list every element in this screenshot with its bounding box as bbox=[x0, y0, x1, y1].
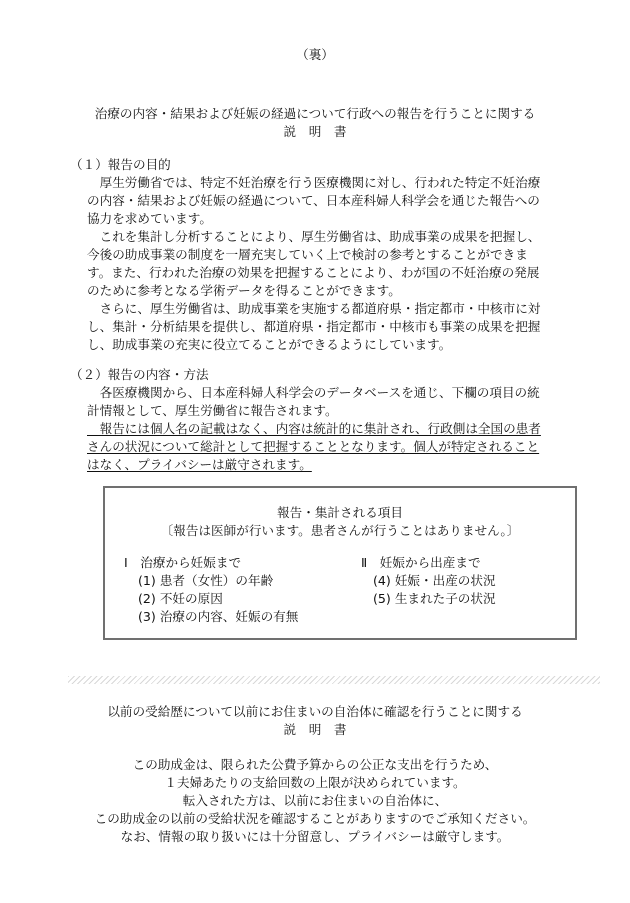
doc2-title: 以前の受給歴について以前にお住まいの自治体に確認を行うことに関する bbox=[107, 704, 523, 719]
section-divider bbox=[68, 676, 600, 684]
box-right-heading: Ⅱ 妊娠から出産まで bbox=[361, 555, 481, 570]
doc2-line: １夫婦あたりの支給回数の上限が決められています。 bbox=[164, 775, 466, 790]
section2-line: 各医療機関から、日本産科婦人科学会のデータベースを通じ、下欄の項目の統 bbox=[87, 385, 540, 400]
section2-heading: （２）報告の内容・方法 bbox=[70, 367, 209, 382]
box-right-item: (4) 妊娠・出産の状況 bbox=[373, 573, 496, 588]
box-right-item: (5) 生まれた子の状況 bbox=[373, 591, 496, 606]
doc1-title: 治療の内容・結果および妊娠の経過について行政への報告を行うことに関する bbox=[94, 106, 536, 121]
section2-underlined-line: さんの状況について総計として把握することとなります。個人が特定されること bbox=[87, 439, 540, 454]
report-items-box bbox=[103, 486, 577, 640]
doc2-line: この助成金の以前の受給状況を確認することがありますのでご承知ください。 bbox=[94, 811, 536, 826]
section1-line: の内容・結果および妊娠の経過について、日本産科婦人科学会を通じた報告への bbox=[87, 193, 540, 208]
box-left-heading: Ⅰ 治療から妊娠まで bbox=[124, 555, 242, 570]
section1-line: し、助成事業の充実に役立てることができるようにしています。 bbox=[87, 337, 452, 352]
doc2-line: この助成金は、限られた公費予算からの公正な支出を行うため、 bbox=[132, 757, 498, 772]
section1-line: し、集計・分析結果を提供し、都道府県・指定都市・中核市も事業の成果を把握 bbox=[87, 319, 541, 334]
page-label: （裏） bbox=[296, 47, 334, 62]
section1-line: 今後の助成事業の制度を一層充実していく上で検討の参考とすることができま bbox=[87, 247, 528, 262]
section1-line: す。また、行われた治療の効果を把握することにより、わが国の不妊治療の発展 bbox=[87, 265, 540, 280]
box-left-item: (1) 患者（女性）の年齢 bbox=[138, 573, 274, 588]
box-left-item: (3) 治療の内容、妊娠の有無 bbox=[138, 609, 299, 624]
section2-underlined-line: 報告には個人名の記載はなく、内容は統計的に集計され、行政側は全国の患者 bbox=[87, 421, 541, 436]
section1-line: 厚生労働省では、特定不妊治療を行う医療機関に対し、行われた特定不妊治療 bbox=[87, 175, 541, 190]
section1-line: これを集計し分析することにより、厚生労働省は、助成事業の成果を把握し、 bbox=[87, 229, 541, 244]
section1-line: さらに、厚生労働省は、助成事業を実施する都道府県・指定都市・中核市に対 bbox=[87, 301, 541, 316]
doc2-line: 転入された方は、以前にお住まいの自治体に、 bbox=[182, 793, 448, 808]
section1-line: のために参考となる学術データを得ることができます。 bbox=[87, 283, 401, 298]
section1-heading: （１）報告の目的 bbox=[70, 157, 171, 172]
doc2-line: なお、情報の取り扱いには十分留意し、プライバシーは厳守します。 bbox=[120, 829, 510, 844]
section1-line: 協力を求めています。 bbox=[87, 211, 212, 226]
box-left-item: (2) 不妊の原因 bbox=[138, 591, 223, 606]
box-title: 報告・集計される項目 bbox=[277, 505, 403, 520]
section2-line: 計情報として、厚生労働省に報告されます。 bbox=[87, 403, 338, 418]
doc2-subtitle: 説 明 書 bbox=[283, 722, 347, 737]
doc1-subtitle: 説 明 書 bbox=[283, 124, 347, 139]
box-note: 〔報告は医師が行います。患者さんが行うことはありません。〕 bbox=[160, 523, 520, 538]
section2-underlined-line: はなく、プライバシーは厳守されます。 bbox=[87, 457, 312, 472]
